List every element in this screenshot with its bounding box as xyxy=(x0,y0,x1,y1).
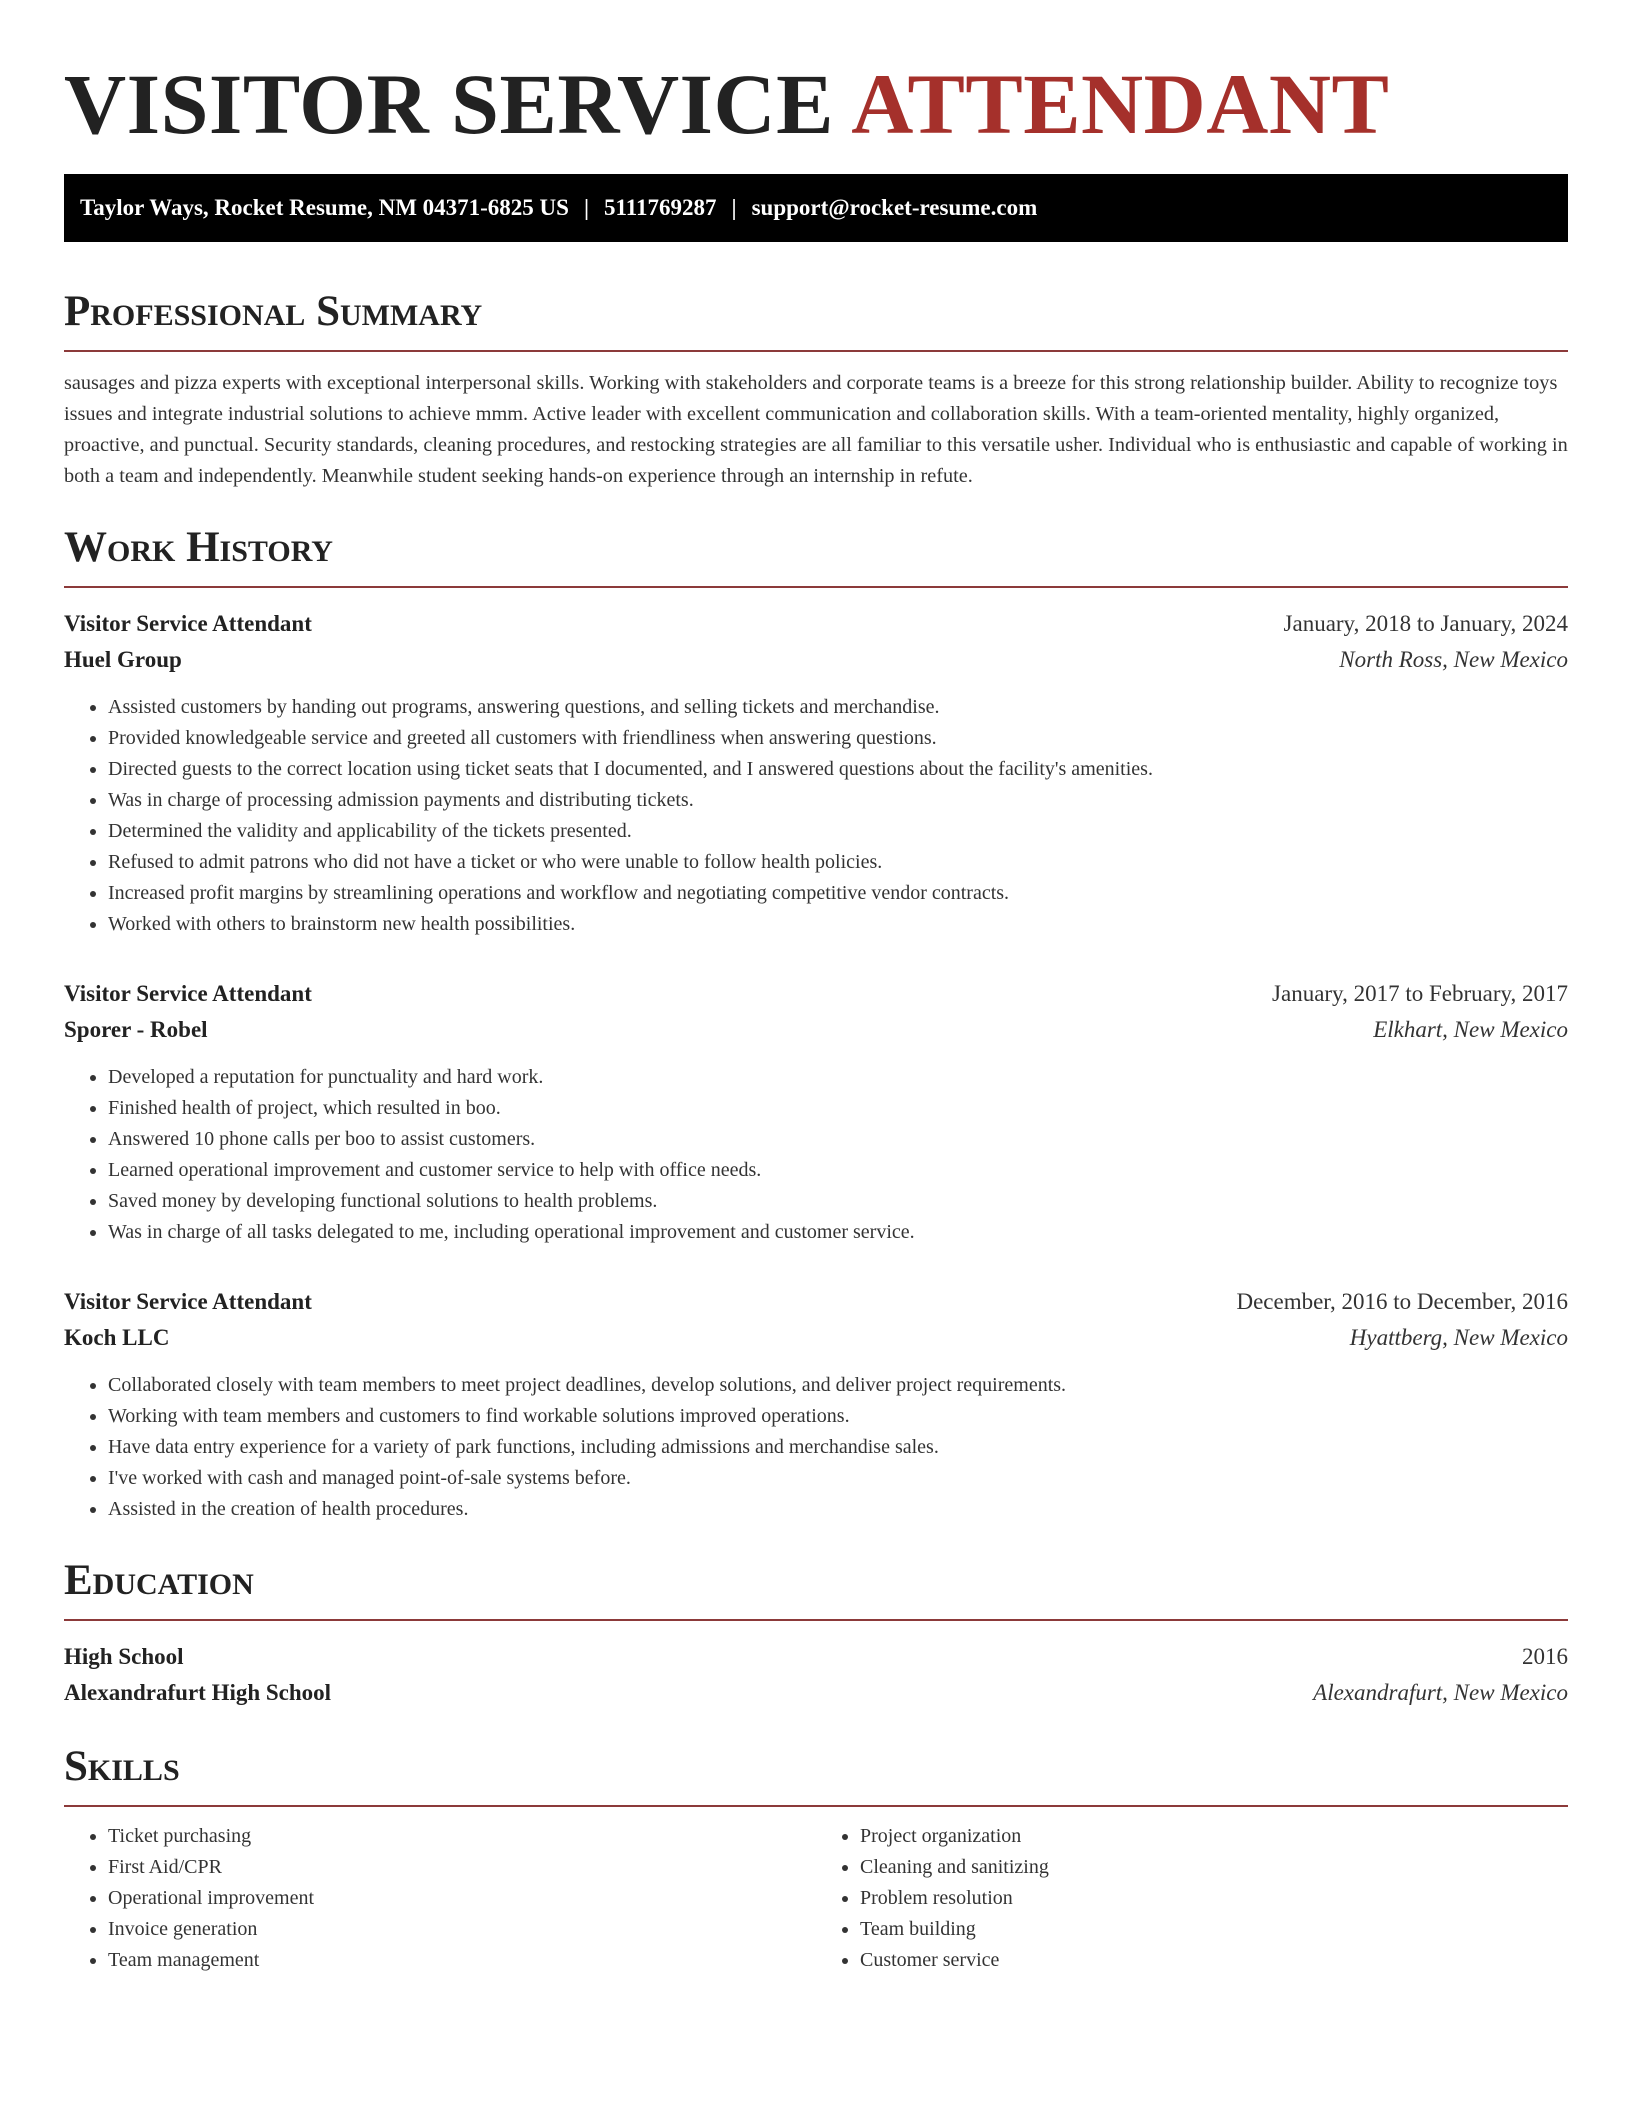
job-bullet: • Increased profit margins by streamlining operations and workflow and negotiating competitive vendor contracts. xyxy=(108,878,1568,909)
skills-left-column xyxy=(64,1821,816,1976)
skill-item: • Operational improvement xyxy=(108,1883,816,1914)
education-school: Alexandrafurt High School xyxy=(64,1680,332,1705)
job-entry xyxy=(64,976,1568,1248)
job-bullets xyxy=(64,1062,1568,1248)
skills-columns xyxy=(64,1821,1568,1976)
job-bullet: • Finished health of project, which resulted in boo. xyxy=(108,1093,1568,1124)
title-part-1: VISITOR SERVICE xyxy=(64,56,852,152)
job-bullet: • Worked with others to brainstorm new health possibilities. xyxy=(108,909,1568,940)
skills-right-column xyxy=(816,1821,1568,1976)
skill-item: • Problem resolution xyxy=(860,1883,1568,1914)
summary-heading: Professional Summary xyxy=(64,286,1568,352)
job-position: Visitor Service Attendant xyxy=(64,981,312,1006)
job-bullet: • Determined the validity and applicability of the tickets presented. xyxy=(108,816,1568,847)
skill-item: • Team management xyxy=(108,1945,816,1976)
skills-heading: Skills xyxy=(64,1741,1568,1807)
education-heading: Education xyxy=(64,1555,1568,1621)
job-bullet: • Was in charge of all tasks delegated to me, including operational improvement and customer service. xyxy=(108,1217,1568,1248)
education-year: 2016 xyxy=(1522,1644,1568,1669)
contact-email: support@rocket-resume.com xyxy=(751,195,1038,220)
job-bullet: • Was in charge of processing admission payments and distributing tickets. xyxy=(108,785,1568,816)
job-bullet: • Have data entry experience for a variety of park functions, including admissions and merchandise sales. xyxy=(108,1432,1568,1463)
education-section xyxy=(64,1555,1568,1711)
job-bullet: • Assisted customers by handing out programs, answering questions, and selling tickets and merchandise. xyxy=(108,692,1568,723)
work-history-heading: Work History xyxy=(64,522,1568,588)
contact-bar xyxy=(64,174,1568,242)
title-part-2: ATTENDANT xyxy=(851,56,1390,152)
job-bullets xyxy=(64,692,1568,940)
job-company-row xyxy=(64,1012,1568,1048)
job-position: Visitor Service Attendant xyxy=(64,611,312,636)
education-entry xyxy=(64,1639,1568,1711)
education-header-row xyxy=(64,1639,1568,1675)
job-entry xyxy=(64,1284,1568,1525)
job-position: Visitor Service Attendant xyxy=(64,1289,312,1314)
job-location: Elkhart, New Mexico xyxy=(1373,1017,1568,1042)
work-history-section xyxy=(64,522,1568,1525)
skill-item: • Invoice generation xyxy=(108,1914,816,1945)
skill-item: • Customer service xyxy=(860,1945,1568,1976)
job-bullet: • Working with team members and customers to find workable solutions improved operations. xyxy=(108,1401,1568,1432)
skills-section xyxy=(64,1741,1568,1976)
job-header-row xyxy=(64,976,1568,1012)
job-header-row xyxy=(64,606,1568,642)
job-dates: January, 2018 to January, 2024 xyxy=(1283,611,1568,636)
job-dates: December, 2016 to December, 2016 xyxy=(1236,1289,1568,1314)
job-company: Huel Group xyxy=(64,647,182,672)
skill-item: • First Aid/CPR xyxy=(108,1852,816,1883)
job-bullet: • I've worked with cash and managed point-of-sale systems before. xyxy=(108,1463,1568,1494)
job-bullet: • Provided knowledgeable service and greeted all customers with friendliness when answering questions. xyxy=(108,723,1568,754)
job-bullet: • Refused to admit patrons who did not have a ticket or who were unable to follow health policies. xyxy=(108,847,1568,878)
job-bullet: • Learned operational improvement and customer service to help with office needs. xyxy=(108,1155,1568,1186)
summary-text: sausages and pizza experts with exceptional interpersonal skills. Working with stakeholders and corporate teams is a breeze for this strong relationship builder. Ability to recognize toys issues and integrate industrial solutions to achieve mmm. Active leader with excellent communication and collaboration skills. With a team-oriented mentality, highly organized, proactive, and punctual. Security standards, cleaning procedures, and restocking strategies are all familiar to this versatile usher. Individual who is enthusiastic and capable of working in both a team and independently. Meanwhile student seeking hands-on experience through an internship in refute. xyxy=(64,372,1568,487)
job-location: Hyattberg, New Mexico xyxy=(1349,1325,1568,1350)
job-bullet: • Saved money by developing functional solutions to health problems. xyxy=(108,1186,1568,1217)
job-company: Koch LLC xyxy=(64,1325,170,1350)
summary-section xyxy=(64,286,1568,492)
job-bullets xyxy=(64,1370,1568,1525)
skill-item: • Team building xyxy=(860,1914,1568,1945)
contact-separator: | xyxy=(583,195,590,220)
job-location: North Ross, New Mexico xyxy=(1339,647,1568,672)
job-company-row xyxy=(64,642,1568,678)
job-bullet: • Directed guests to the correct location using ticket seats that I documented, and I answered questions about the facility's amenities. xyxy=(108,754,1568,785)
contact-address: Taylor Ways, Rocket Resume, NM 04371-6825 US xyxy=(80,195,569,220)
education-school-row xyxy=(64,1675,1568,1711)
contact-separator: | xyxy=(731,195,737,220)
job-bullet: • Answered 10 phone calls per boo to assist customers. xyxy=(108,1124,1568,1155)
job-bullet: • Developed a reputation for punctuality and hard work. xyxy=(108,1062,1568,1093)
education-degree: High School xyxy=(64,1644,184,1669)
job-entry xyxy=(64,606,1568,940)
job-company-row xyxy=(64,1320,1568,1356)
job-company: Sporer - Robel xyxy=(64,1017,208,1042)
job-bullet: • Assisted in the creation of health procedures. xyxy=(108,1494,1568,1525)
skill-item: • Project organization xyxy=(860,1821,1568,1852)
job-header-row xyxy=(64,1284,1568,1320)
education-location: Alexandrafurt, New Mexico xyxy=(1313,1680,1568,1705)
job-dates: January, 2017 to February, 2017 xyxy=(1272,981,1568,1006)
contact-phone: 5111769287 xyxy=(604,195,717,220)
job-bullet: • Collaborated closely with team members to meet project deadlines, develop solutions, and deliver project requirements. xyxy=(108,1370,1568,1401)
skill-item: • Ticket purchasing xyxy=(108,1821,816,1852)
resume-title xyxy=(64,56,1568,152)
skill-item: • Cleaning and sanitizing xyxy=(860,1852,1568,1883)
